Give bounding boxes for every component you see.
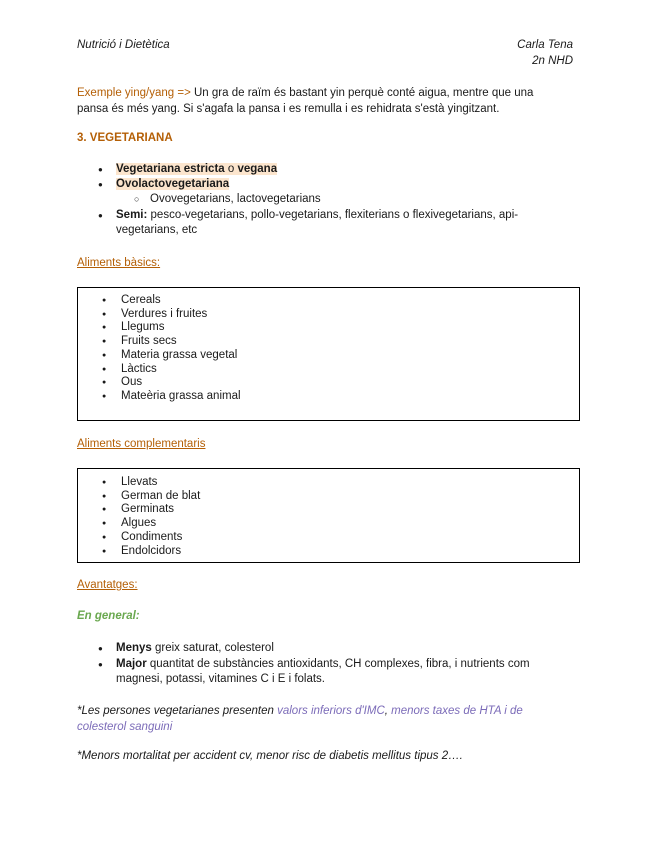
list-item: ● Cereals [102,294,241,308]
type-semi-text-2: vegetarians, etc [116,224,198,236]
complementary-list [102,476,200,558]
intro-paragraph [77,86,567,117]
note-1-separator: , [384,705,392,717]
type-connector: o [224,163,238,175]
advantages-subheading: En general: [77,610,140,622]
vegetarian-types-list [98,162,558,238]
section-title: 3. VEGETARIANA [77,132,173,144]
advantage-less: Menys [116,642,152,654]
list-item: ● Condiments [102,531,200,545]
list-item [98,162,558,177]
header-subject: Nutrició i Dietètica [77,39,170,51]
note-1-hta: menors taxes de HTA i de [391,705,523,717]
list-item: ● Endolcidors [102,545,200,559]
list-item: ● Làctics [102,363,241,377]
advantage-less-text: greix saturat, colesterol [151,642,274,654]
advantages-list [98,641,558,687]
type-strict: Vegetariana estricta [116,163,225,175]
type-ovolacto: Ovolactovegetariana [116,178,230,190]
list-item: ● Llegums [102,321,241,335]
note-1 [77,703,557,735]
header-author: Carla Tena [517,39,573,51]
type-semi-label: Semi: [116,209,148,221]
type-vegan: vegana [237,163,278,175]
note-1-imc: valors inferiors d'IMC [277,705,385,717]
complementary-box [77,468,580,563]
note-1-text: *Les persones vegetarianes presenten [77,705,278,717]
list-item [98,657,558,687]
list-item: ● Germinats [102,503,200,517]
sub-list-item [134,192,558,207]
advantages-heading: Avantatges: [77,579,138,591]
list-item: ● Mateèria grassa animal [102,390,241,404]
list-item [98,208,558,238]
list-item [98,177,558,192]
basics-heading: Aliments bàsics: [77,257,161,269]
complementary-heading: Aliments complementaris [77,438,206,450]
list-item: ● Ous [102,376,241,390]
type-ovolacto-sub: Ovovegetarians, lactovegetarians [150,193,321,205]
list-item: ● Materia grassa vegetal [102,349,241,363]
list-item [98,641,558,656]
type-semi-text-1: pesco-vegetarians, pollo-vegetarians, flexiterians o flexivegetarians, api- [147,209,519,221]
note-1-colesterol: colesterol sanguini [77,721,173,733]
intro-label: Exemple ying/yang => [77,87,191,99]
list-item: ● Fruits secs [102,335,241,349]
intro-text-2: pansa és més yang. Si s'agafa la pansa i es remulla i es rehidrata s'està yingitzant. [77,102,500,115]
advantage-more-text-1: quantitat de substàncies antioxidants, CH complexes, fibra, i nutrients com [146,658,530,670]
advantage-more: Major [116,658,147,670]
list-item: ● Algues [102,517,200,531]
basics-list [102,294,241,404]
note-2: *Menors mortalitat per accident cv, menor risc de diabetis mellitus tipus 2…. [77,750,463,762]
header-course: 2n NHD [532,55,573,67]
intro-text-1: Un gra de raïm és bastant yin perquè conté aigua, mentre que una [190,87,534,99]
advantage-more-text-2: magnesi, potassi, vitamines C i E i folats. [116,673,325,685]
basics-box [77,287,580,421]
list-item: ● Verdures i fruites [102,308,241,322]
list-item: ● German de blat [102,490,200,504]
list-item: ● Llevats [102,476,200,490]
